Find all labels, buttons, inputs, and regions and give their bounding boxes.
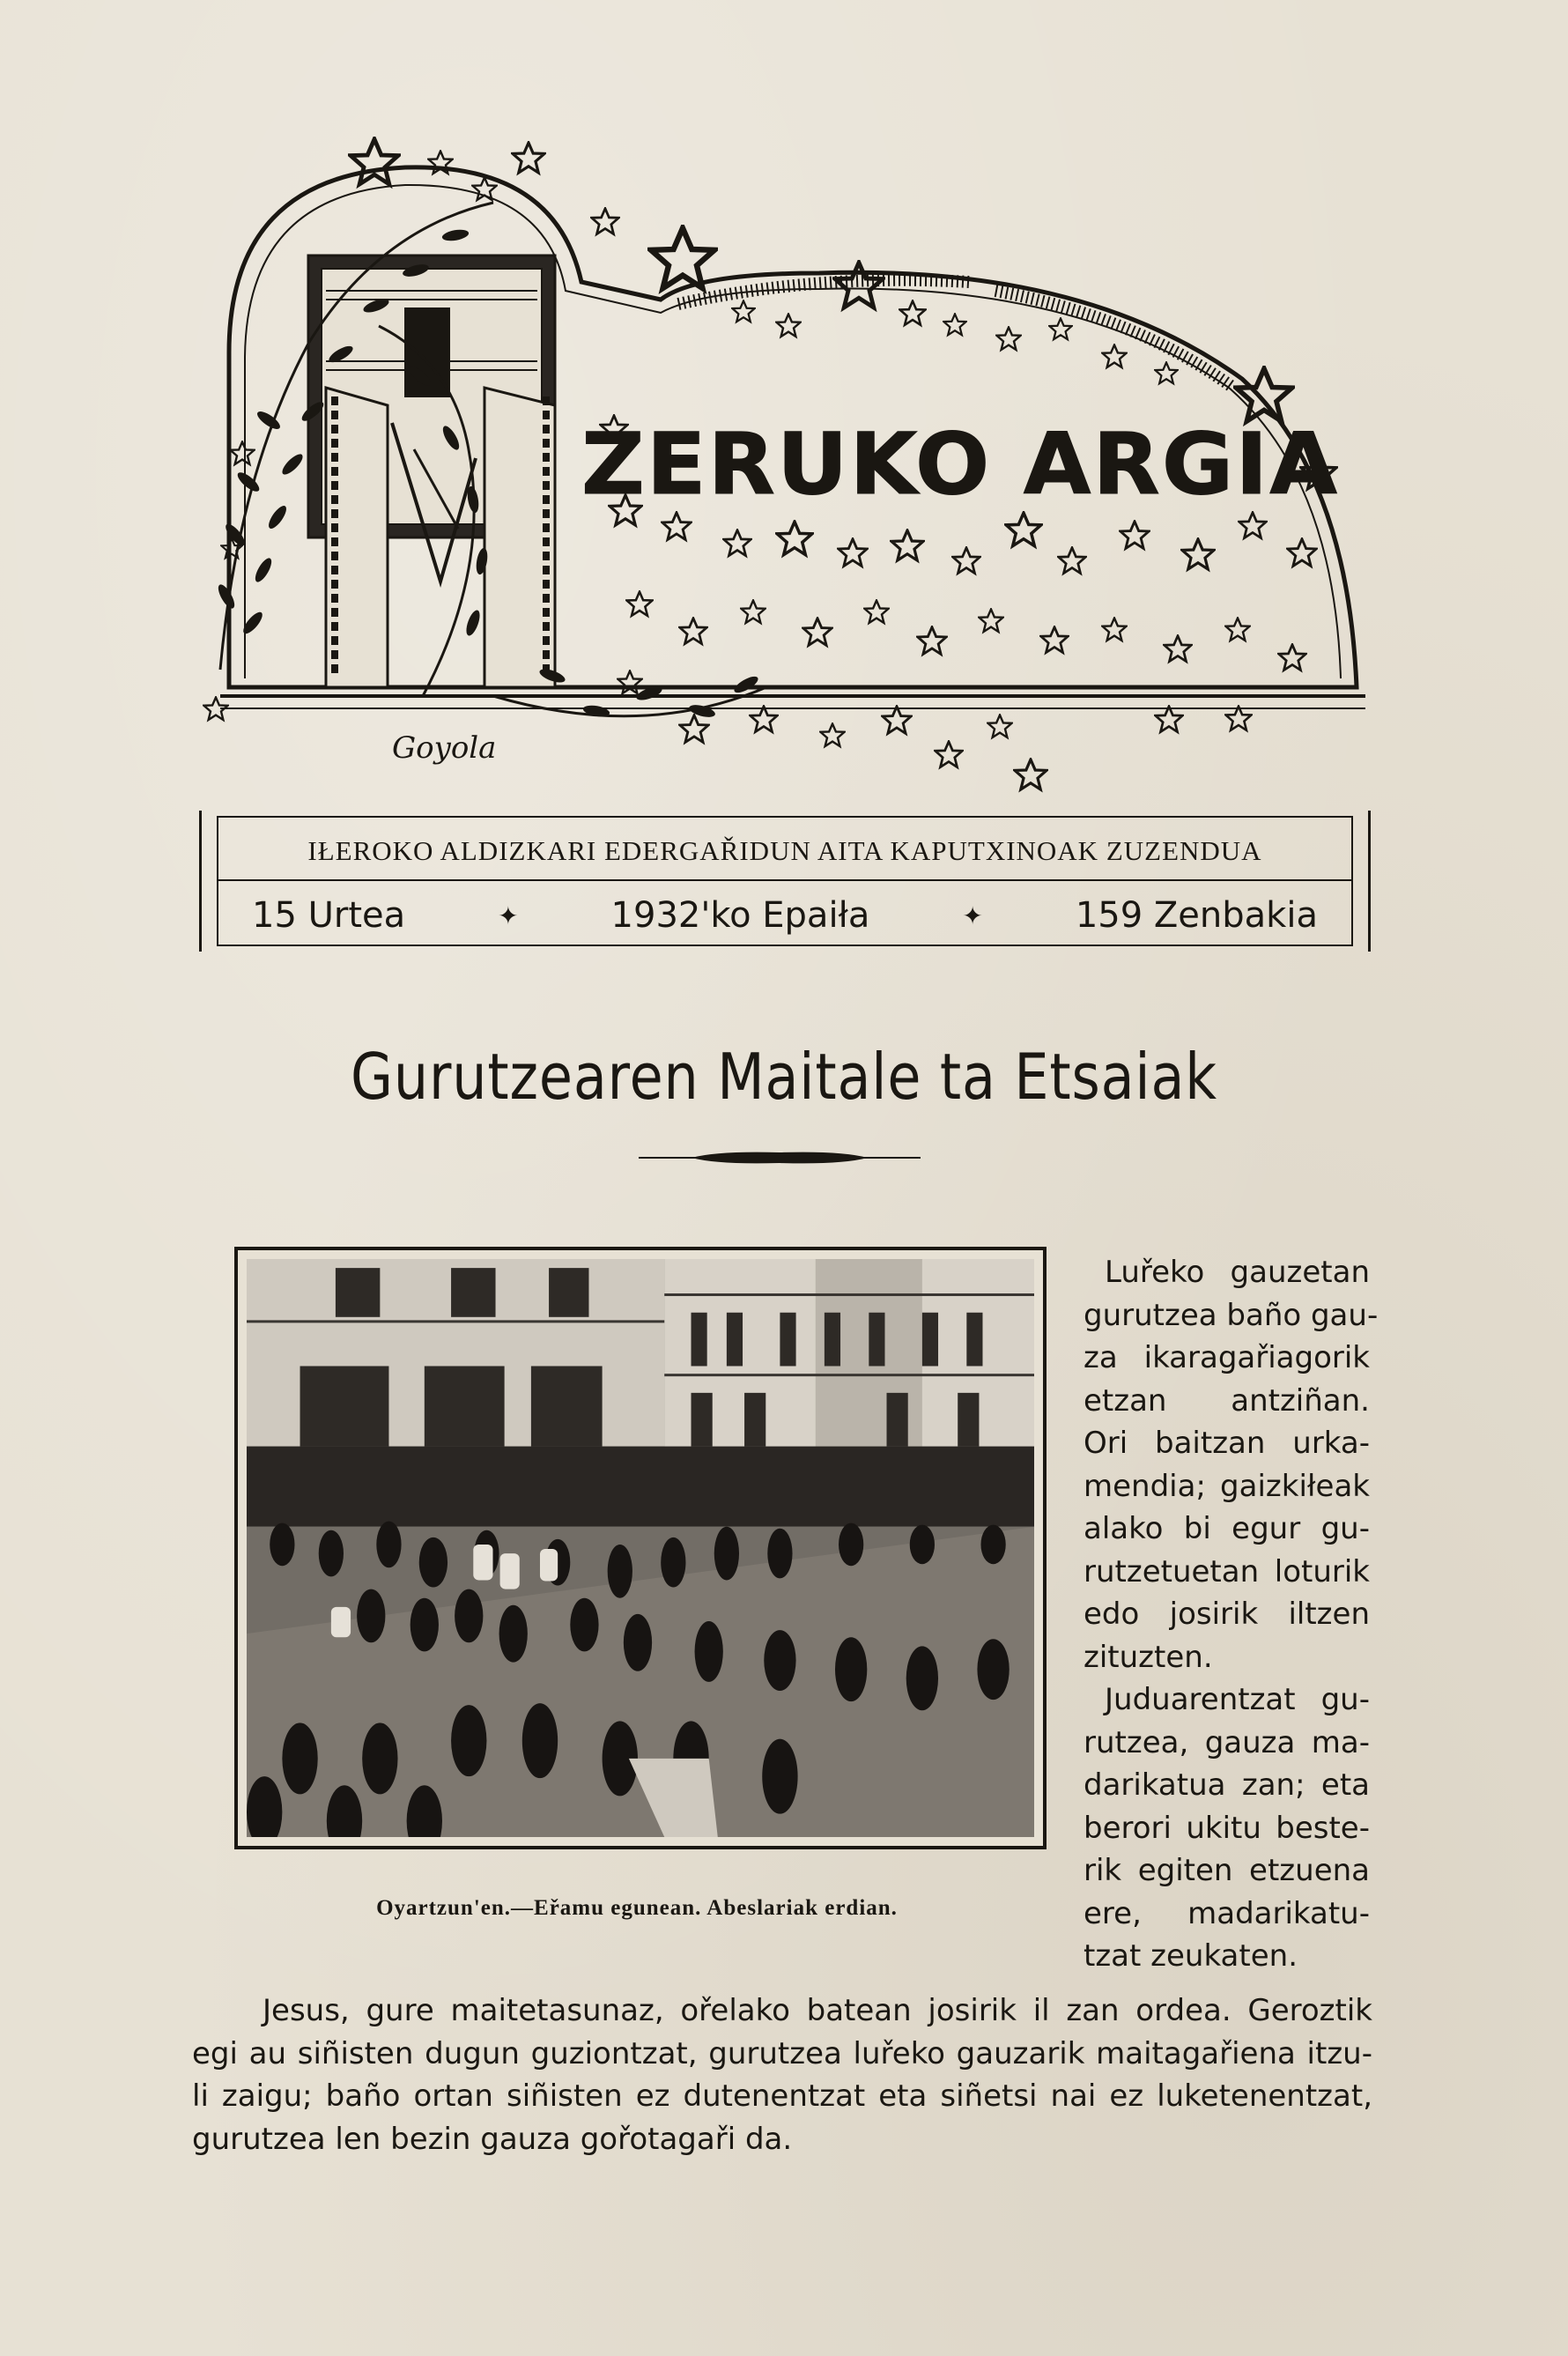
separator-icon: ✦ [498,900,519,930]
separator-icon: ✦ [962,900,983,930]
text-line: rutzetuetan loturik [1084,1553,1370,1589]
text-line: etzan antziñan. [1084,1382,1370,1419]
text-line: darikatua zan; eta [1084,1767,1370,1803]
issue-date: 1932'ko Epaiła [610,895,870,936]
issue-details [252,891,1318,940]
artist-signature: Goyola [392,730,497,766]
issue-year: 15 Urtea [252,895,406,936]
title-ornament [639,1149,921,1167]
procession-photo [247,1259,1034,1837]
text-line: berori ukitu beste- [1084,1810,1370,1846]
text-line: Luřeko gauzetan [1105,1255,1370,1290]
article-title: Gurutzearen Maitale ta Etsaiak [351,1040,1217,1114]
text-line: edo josirik iltzen [1084,1597,1370,1632]
bottom-paragraph [192,1989,1372,2160]
text-line: za ikaragařiagorik [1084,1340,1370,1375]
text-line: Jesus, gure maitetasunaz, ořelako batean josirik il zan ordea. Geroztik [263,1993,1372,2028]
issue-number: 159 Zenbakia [1075,895,1318,936]
text-line: zituzten. [1084,1639,1213,1675]
text-line: li zaigu; baño ortan siñisten ez dutenentzat eta siñetsi nai ez luketenentzat, [192,2078,1372,2114]
text-line: Ori baitzan urka- [1084,1426,1370,1461]
masthead-title: ZERUKO ARGIA [581,415,1339,514]
issue-info-box [199,811,1371,952]
photo-frame [234,1247,1047,1849]
text-line: alako bi egur gu- [1084,1511,1370,1546]
masthead-illustration [203,123,1383,802]
text-line: rik egiten etzuena [1084,1853,1370,1888]
side-text-column [1084,1251,1379,1978]
text-line: mendia; gaizkiłeak [1084,1468,1370,1504]
photo-caption: Oyartzun'en.—Eřamu egunean. Abeslariak erdian. [376,1896,898,1920]
text-line: tzat zeukaten. [1084,1938,1298,1974]
text-line: egi au siñisten dugun guziontzat, gurutzea luřeko gauzarik maitagařiena itzu- [192,2035,1372,2071]
text-line: ere, madarikatu- [1084,1895,1370,1931]
text-line: Juduarentzat gu- [1105,1682,1370,1717]
text-line: gurutzea len bezin gauza gořotagaři da. [192,2121,793,2157]
text-line: gurutzea baño gau- [1084,1297,1379,1333]
publication-subtitle: IŁEROKO ALDIZKARI EDERGAŘIDUN AITA KAPUTXINOAK ZUZENDUA [307,835,1262,866]
text-line: rutzea, gauza ma- [1084,1724,1370,1760]
